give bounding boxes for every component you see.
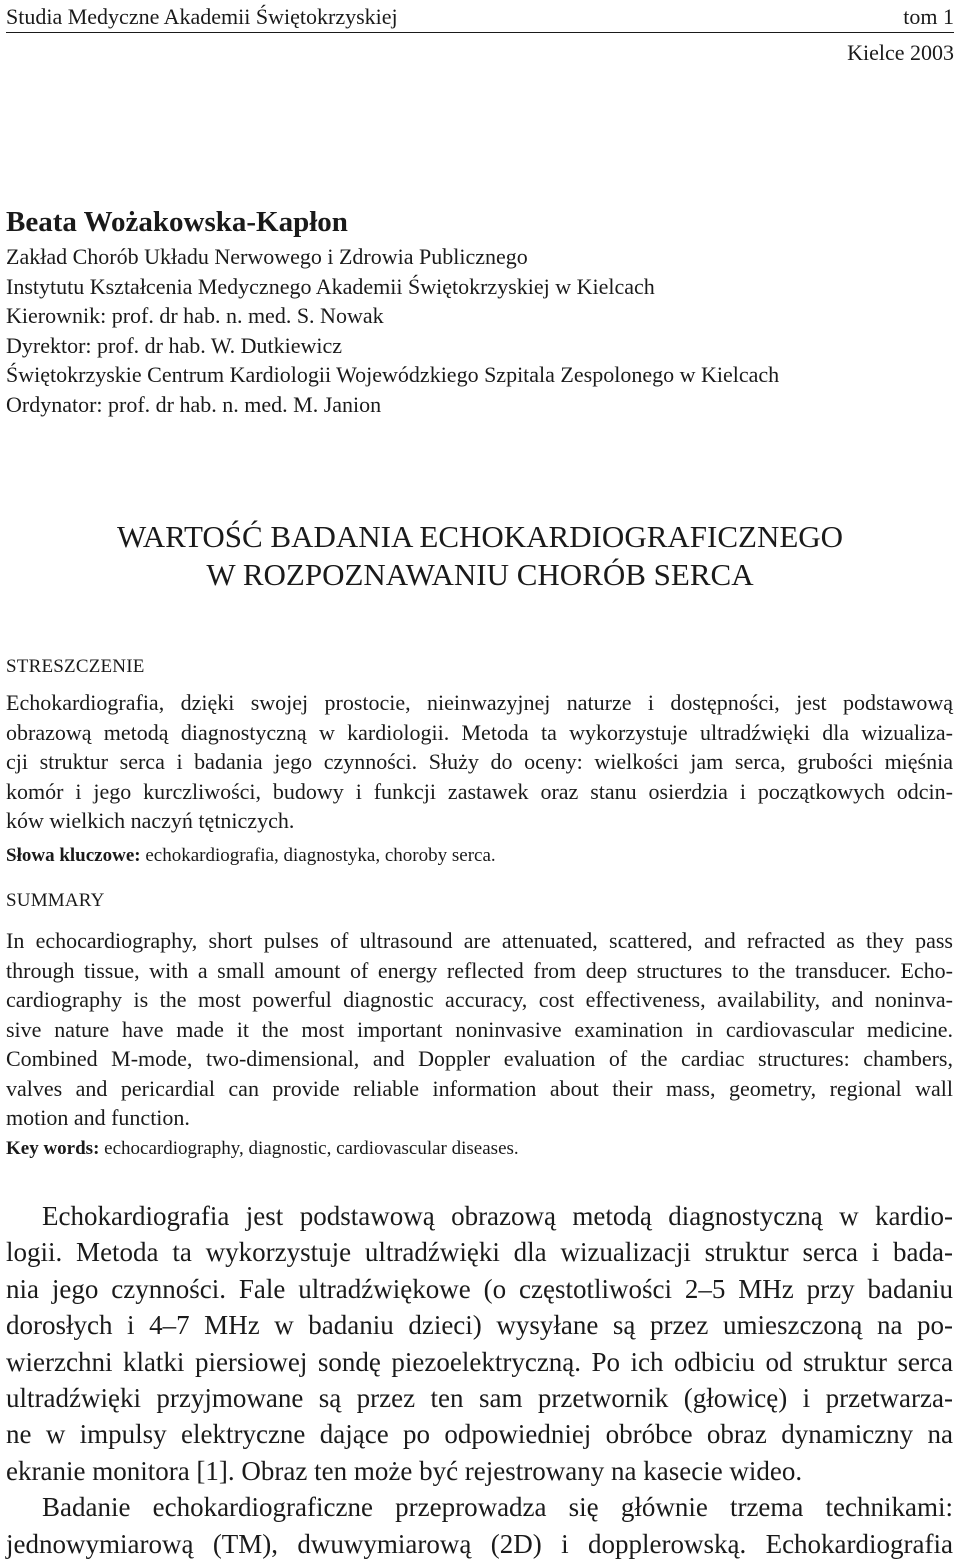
header-rule <box>6 32 954 33</box>
affiliation-line: Instytutu Kształcenia Medycznego Akademii Świętokrzyskiej w Kielcach <box>6 273 655 299</box>
keywords-value: echokardiografia, diagnostyka, choroby serca. <box>140 845 496 866</box>
keywords-value: echocardiography, diagnostic, cardiovascular diseases. <box>99 1138 519 1159</box>
affiliation-line: Kierownik: prof. dr hab. n. med. S. Nowak <box>6 303 384 328</box>
paragraph-line: wierzchni klatki piersiowej sondę piezoelektryczną. Po ich odbiciu od struktur serca <box>6 1346 953 1377</box>
streszczenie-heading: STRESZCZENIE <box>6 656 145 677</box>
paragraph-line: logii. Metoda ta wykorzystuje ultradźwięki dla wizualizacji struktur serca i bada- <box>6 1237 953 1268</box>
title-line: WARTOŚĆ BADANIA ECHOKARDIOGRAFICZNEGO <box>116 519 844 554</box>
keywords-label: Key words: <box>6 1138 100 1159</box>
title-line: W ROZPOZNAWANIU CHORÓB SERCA <box>206 557 754 592</box>
paragraph-line: jednowymiarową (TM), dwuwymiarową (2D) i dopplerowską. Echokardiografia <box>6 1528 953 1559</box>
summary-heading: SUMMARY <box>6 890 105 911</box>
journal-name: Studia Medyczne Akademii Świętokrzyskiej <box>6 4 398 29</box>
abstract-line: cardiography is the most powerful diagnostic accuracy, cost effectiveness, availability, and noninva- <box>6 987 953 1012</box>
paragraph-line: Badanie echokardiograficzne przeprowadza się głównie trzema technikami: <box>42 1492 953 1523</box>
abstract-line: Echokardiografia, dzięki swojej prostocie, nieinwazyjnej naturze i dostępności, jest podstawową <box>6 690 953 715</box>
abstract-line: obrazową metodą diagnostyczną w kardiologii. Metoda ta wykorzystuje ultradźwięki dla wizualiza- <box>6 719 953 745</box>
paragraph-line: ekranie monitora [1]. Obraz ten może być rejestrowany na kasecie wideo. <box>6 1455 803 1486</box>
volume-number: tom 1 <box>903 4 954 29</box>
paragraph-line: ne w impulsy elektryczne dające po odpowiedniej obróbce obraz dynamiczny na <box>6 1419 953 1450</box>
affiliation-line: Zakład Chorób Układu Nerwowego i Zdrowia Publicznego <box>6 244 528 269</box>
affiliation-line: Dyrektor: prof. dr hab. W. Dutkiewicz <box>6 332 343 358</box>
keywords-label: Słowa kluczowe: <box>6 845 141 866</box>
abstract-line: through tissue, with a small amount of energy reflected from deep structures to the transducer. Echo- <box>6 957 953 983</box>
affiliation-line: Świętokrzyskie Centrum Kardiologii Wojewódzkiego Szpitala Zespolonego w Kielcach <box>6 362 780 387</box>
place-year: Kielce 2003 <box>847 40 954 65</box>
paragraph-line: ultradźwięki przyjmowane są przez ten sam przetwornik (głowicę) i przetwarza- <box>6 1383 953 1414</box>
abstract-line: Combined M-mode, two-dimensional, and Doppler evaluation of the cardiac structures: chambers, <box>6 1046 953 1071</box>
abstract-line: ków wielkich naczyń tętniczych. <box>6 808 295 833</box>
author-block <box>6 204 956 419</box>
abstract-line: motion and function. <box>6 1105 190 1130</box>
streszczenie-keywords <box>6 845 953 867</box>
abstract-line: cji struktur serca i badania jego czynności. Służy do oceny: wielkości jam serca, grubości mięśnia <box>6 749 953 774</box>
abstract-line: sive nature have made it the most important noninvasive examination in cardiovascular medicine. <box>6 1016 953 1042</box>
summary-keywords <box>6 1138 953 1160</box>
article-title <box>0 518 960 594</box>
summary-text <box>6 926 953 1133</box>
paragraph-line: Echokardiografia jest podstawową obrazową metodą diagnostyczną w kardio- <box>42 1201 953 1231</box>
body-text <box>6 1198 953 1562</box>
author-name: Beata Wożakowska-Kapłon <box>6 206 348 238</box>
abstract-line: valves and pericardial can provide reliable information about their mass, geometry, regional wall <box>6 1075 953 1101</box>
streszczenie-text <box>6 688 953 836</box>
abstract-line: komór i jego kurczliwości, budowy i funkcji zastawek oraz stanu osierdzia i początkowych odcin- <box>6 778 953 804</box>
abstract-line: In echocardiography, short pulses of ultrasound are attenuated, scattered, and refracted as they pass <box>6 928 953 953</box>
paragraph-line: dorosłych i 4–7 MHz w badaniu dzieci) wysyłane są przez umieszczoną na po- <box>6 1310 953 1341</box>
paragraph-line: nia jego czynności. Fale ultradźwiękowe (o częstotliwości 2–5 MHz przy badaniu <box>6 1273 953 1304</box>
affiliation-line: Ordynator: prof. dr hab. n. med. M. Janion <box>6 391 382 417</box>
